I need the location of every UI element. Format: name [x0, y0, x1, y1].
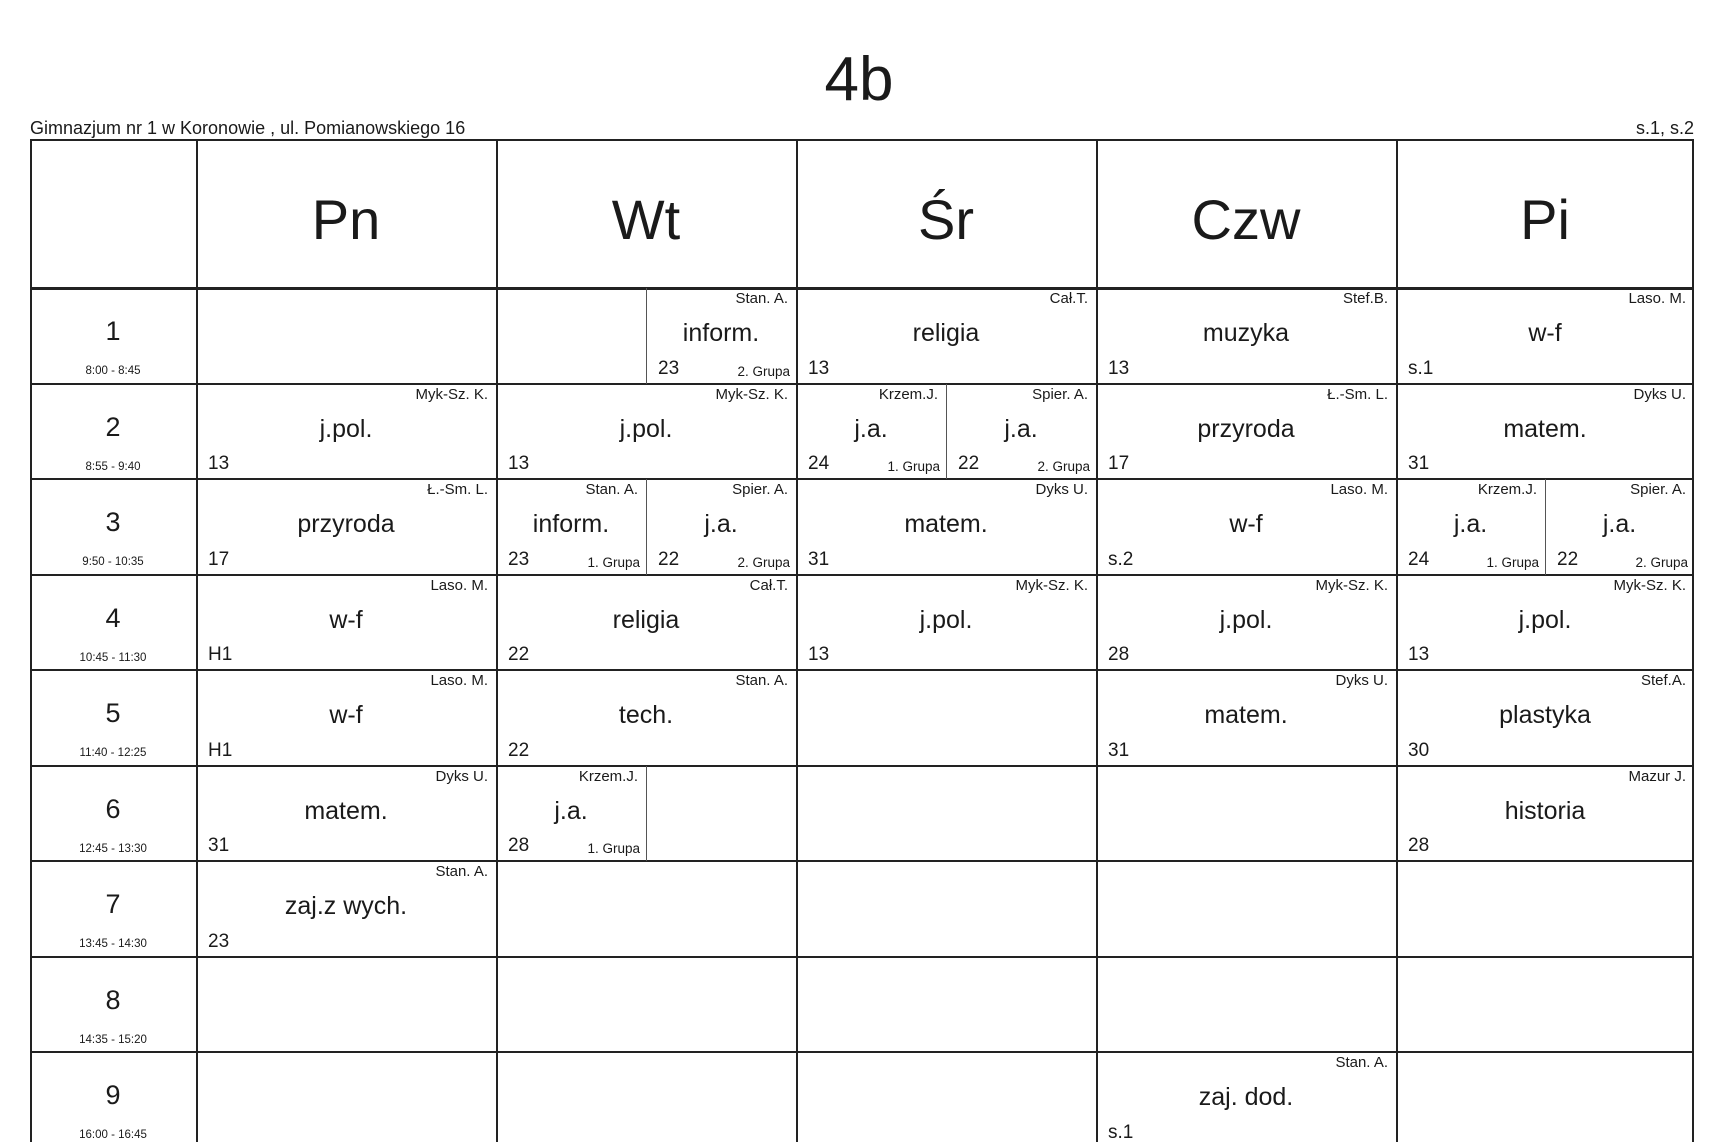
teacher-name: Stan. A. — [735, 290, 788, 307]
lesson-cell[interactable] — [496, 575, 796, 671]
lesson-cell[interactable] — [646, 479, 796, 575]
lesson-cell[interactable] — [796, 384, 946, 480]
subject-name: j.pol. — [1518, 605, 1572, 634]
lesson-cell[interactable] — [1096, 384, 1396, 480]
room-number: 23 — [208, 930, 230, 952]
lesson-cell[interactable] — [196, 575, 496, 671]
lesson-number: 9 — [105, 1080, 121, 1110]
subject-name: religia — [612, 605, 680, 634]
lesson-cell[interactable] — [496, 479, 646, 575]
lesson-cell[interactable] — [1396, 766, 1694, 862]
subject-name: tech. — [618, 701, 674, 729]
teacher-name: Dyks U. — [1035, 481, 1088, 498]
teacher-name: Dyks U. — [435, 767, 488, 785]
room-number: 13 — [808, 644, 830, 665]
room-number: 30 — [1408, 739, 1430, 761]
lesson-number: 1 — [105, 316, 121, 346]
lesson-time: 16:00 - 16:45 — [79, 1129, 147, 1141]
room-number: 22 — [508, 644, 530, 665]
subject-name: j.pol. — [1219, 605, 1273, 634]
grid-row-line — [30, 1051, 1694, 1053]
subject-name: j.a. — [1453, 510, 1488, 538]
teacher-name: Mazur J. — [1628, 767, 1686, 785]
subject-name: j.pol. — [919, 605, 973, 634]
subject-name: w-f — [329, 605, 363, 634]
teacher-name: Stef.B. — [1342, 290, 1388, 307]
group-label: 2. Grupa — [737, 554, 790, 570]
room-number: 28 — [1108, 644, 1130, 665]
group-label: 1. Grupa — [587, 554, 640, 570]
subject-name: zaj.z wych. — [284, 892, 408, 920]
teacher-name: Dyks U. — [1335, 672, 1388, 689]
teacher-name: Spier. A. — [1630, 481, 1686, 498]
lesson-cell[interactable] — [196, 670, 496, 766]
room-number: 22 — [508, 739, 530, 761]
lesson-cell[interactable] — [796, 575, 1096, 671]
group-label: 1. Grupa — [1486, 554, 1539, 570]
room-number: 28 — [1408, 835, 1430, 856]
subject-name: matem. — [904, 510, 988, 538]
lesson-cell[interactable] — [1096, 479, 1396, 575]
day-header: Czw — [1191, 188, 1301, 251]
subject-name: j.a. — [1004, 414, 1038, 443]
group-label: 2. Grupa — [1635, 554, 1688, 570]
room-number: s.1 — [1108, 1121, 1134, 1143]
room-number: 31 — [208, 835, 230, 856]
lesson-cell[interactable] — [1096, 575, 1396, 671]
lesson-cell[interactable] — [196, 479, 496, 575]
room-number: 17 — [208, 548, 230, 570]
teacher-name: Stan. A. — [735, 672, 788, 689]
day-header: Pi — [1520, 188, 1570, 251]
lesson-cell[interactable] — [1545, 479, 1694, 575]
teacher-name: Ł.-Sm. L. — [1327, 385, 1388, 403]
lesson-time: 10:45 - 11:30 — [79, 651, 147, 664]
rooms-label: s.1, s.2 — [1635, 118, 1694, 138]
room-number: H1 — [208, 644, 233, 665]
lesson-cell[interactable] — [1396, 384, 1694, 480]
teacher-name: Cał.T. — [749, 576, 788, 594]
subject-name: muzyka — [1202, 319, 1290, 347]
lesson-number: 2 — [105, 411, 121, 442]
lesson-time: 11:40 - 12:25 — [79, 747, 147, 759]
lesson-time: 8:00 - 8:45 — [85, 365, 141, 377]
lesson-cell[interactable] — [646, 288, 796, 384]
room-number: s.2 — [1108, 548, 1134, 570]
teacher-name: Krzem.J. — [578, 767, 638, 785]
subject-name: zaj. dod. — [1198, 1083, 1294, 1111]
group-label: 1. Grupa — [587, 841, 640, 856]
lesson-number: 7 — [105, 889, 121, 919]
lesson-time: 13:45 - 14:30 — [79, 938, 147, 950]
lesson-cell[interactable] — [196, 384, 496, 480]
lesson-time: 12:45 - 13:30 — [79, 842, 147, 855]
subject-name: religia — [912, 319, 980, 347]
teacher-name: Myk-Sz. K. — [715, 385, 788, 403]
day-header: Wt — [611, 188, 681, 251]
room-number: 24 — [1408, 548, 1430, 570]
subject-name: j.a. — [854, 414, 888, 443]
room-number: 28 — [508, 835, 530, 856]
room-number: 31 — [1408, 453, 1430, 474]
teacher-name: Krzem.J. — [878, 385, 938, 403]
lesson-cell[interactable] — [496, 670, 796, 766]
room-number: 13 — [808, 357, 830, 379]
subject-name: matem. — [1204, 701, 1288, 729]
group-label: 1. Grupa — [887, 459, 940, 474]
lesson-cell[interactable] — [1396, 288, 1694, 384]
lesson-number: 3 — [105, 507, 121, 537]
subject-name: przyroda — [297, 510, 395, 538]
teacher-name: Stan. A. — [1335, 1054, 1388, 1071]
lesson-number: 8 — [105, 984, 121, 1015]
room-number: s.1 — [1408, 357, 1434, 379]
lesson-number: 5 — [105, 698, 121, 728]
subject-name: w-f — [1528, 319, 1562, 347]
subject-name: plastyka — [1499, 701, 1591, 729]
lesson-number: 6 — [105, 793, 121, 824]
teacher-name: Laso. M. — [1628, 290, 1686, 307]
lesson-cell[interactable] — [1396, 575, 1694, 671]
subject-name: j.pol. — [319, 414, 373, 443]
room-number: 31 — [808, 548, 830, 570]
lesson-cell[interactable] — [1096, 670, 1396, 766]
day-header: Śr — [918, 188, 974, 251]
teacher-name: Myk-Sz. K. — [1015, 576, 1088, 594]
room-number: 22 — [958, 453, 980, 474]
teacher-name: Spier. A. — [1032, 385, 1088, 403]
subject-name: w-f — [329, 701, 363, 729]
room-number: 13 — [508, 453, 530, 474]
subject-name: j.a. — [554, 796, 588, 825]
lesson-time: 9:50 - 10:35 — [82, 556, 144, 568]
school-address: Gimnazjum nr 1 w Koronowie , ul. Pomianowskiego 16 — [30, 118, 466, 138]
lesson-cell[interactable] — [1396, 670, 1694, 766]
teacher-name: Dyks U. — [1633, 385, 1686, 403]
room-number: H1 — [208, 739, 233, 761]
room-number: 13 — [1408, 644, 1430, 665]
day-header: Pn — [311, 188, 381, 251]
teacher-name: Laso. M. — [1330, 481, 1388, 498]
room-number: 23 — [508, 548, 530, 570]
teacher-name: Stan. A. — [585, 481, 638, 498]
timetable-grid — [30, 139, 1694, 1142]
room-number: 22 — [1557, 548, 1579, 570]
lesson-cell[interactable] — [1396, 479, 1545, 575]
subject-name: j.a. — [704, 510, 738, 538]
lesson-cell[interactable] — [196, 861, 496, 957]
room-number: 23 — [658, 357, 680, 379]
teacher-name: Myk-Sz. K. — [415, 385, 488, 403]
class-title: 4b — [824, 45, 894, 114]
teacher-name: Stan. A. — [435, 863, 488, 880]
teacher-name: Spier. A. — [732, 481, 788, 498]
lesson-cell[interactable] — [496, 384, 796, 480]
group-label: 2. Grupa — [737, 363, 790, 379]
lesson-cell[interactable] — [946, 384, 1096, 480]
teacher-name: Laso. M. — [430, 576, 488, 594]
subject-name: matem. — [1503, 414, 1587, 443]
lesson-cell[interactable] — [196, 766, 496, 862]
teacher-name: Myk-Sz. K. — [1315, 576, 1388, 594]
room-number: 31 — [1108, 739, 1130, 761]
lesson-cell[interactable] — [796, 479, 1096, 575]
lesson-time: 14:35 - 15:20 — [79, 1033, 147, 1046]
subject-name: inform. — [532, 510, 610, 538]
subject-name: j.a. — [1602, 510, 1637, 538]
teacher-name: Laso. M. — [430, 672, 488, 689]
lesson-cell[interactable] — [1096, 288, 1396, 384]
subject-name: matem. — [304, 796, 388, 825]
subject-name: j.pol. — [619, 414, 673, 443]
lesson-cell[interactable] — [496, 766, 646, 862]
subject-name: przyroda — [1197, 414, 1295, 443]
lesson-cell[interactable] — [1096, 1052, 1396, 1148]
lesson-number: 4 — [105, 602, 121, 633]
group-label: 2. Grupa — [1037, 459, 1090, 474]
lesson-time: 8:55 - 9:40 — [85, 460, 141, 473]
grid-row-line — [30, 139, 1694, 141]
teacher-name: Krzem.J. — [1477, 481, 1537, 498]
room-number: 24 — [808, 453, 830, 474]
subject-name: inform. — [682, 319, 760, 347]
group-divider — [646, 766, 647, 862]
room-number: 22 — [658, 548, 680, 570]
subject-name: w-f — [1229, 510, 1263, 538]
room-number: 13 — [1108, 357, 1130, 379]
lesson-cell[interactable] — [796, 288, 1096, 384]
subject-name: historia — [1504, 796, 1586, 825]
room-number: 13 — [208, 453, 230, 474]
teacher-name: Myk-Sz. K. — [1613, 576, 1686, 594]
teacher-name: Cał.T. — [1049, 290, 1088, 307]
teacher-name: Stef.A. — [1640, 672, 1686, 689]
room-number: 17 — [1108, 453, 1130, 474]
teacher-name: Ł.-Sm. L. — [427, 481, 488, 498]
